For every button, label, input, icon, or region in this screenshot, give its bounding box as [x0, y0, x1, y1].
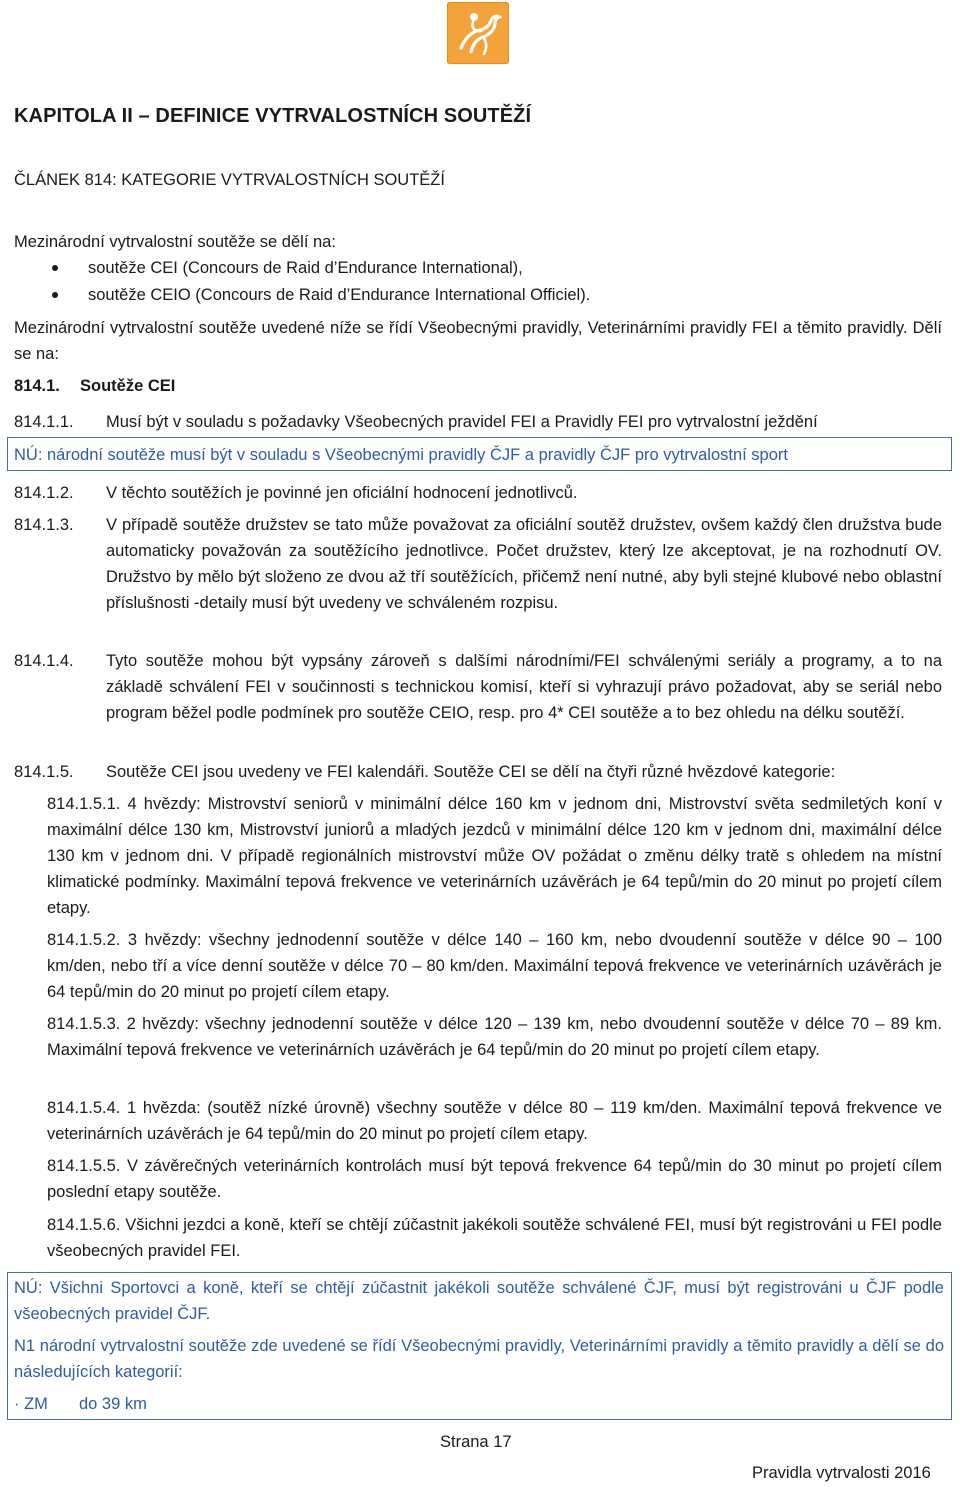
item-number: 814.1.5.: [14, 763, 74, 781]
bullet-item: soutěže CEIO (Concours de Raid d’Endurance International Officiel).: [88, 286, 591, 304]
intro-text: Mezinárodní vytrvalostní soutěže se dělí na:: [14, 233, 336, 251]
national-rules-box: [7, 1272, 952, 1420]
item-number: 814.1.4.: [14, 652, 74, 670]
section-number: 814.1.: [14, 377, 60, 395]
subitem: 814.1.5.4. 1 hvězda: (soutěž nízké úrovně) všechny soutěže v délce 80 – 119 km/den. Maximální tepová frekvence ve veterinárních uzávěrách je 64 tepů/min do 20 minut po projetí cílem etapy.: [47, 1099, 942, 1143]
document-title: Pravidla vytrvalosti 2016: [752, 1464, 931, 1482]
item-number: 814.1.1.: [14, 413, 74, 431]
item-text: V těchto soutěžích je povinné jen oficiální hodnocení jednotlivců.: [106, 484, 578, 502]
item-number: 814.1.2.: [14, 484, 74, 502]
paragraph: Mezinárodní vytrvalostní soutěže uvedené níže se řídí Všeobecnými pravidly, Veterinárními pravidly FEI a těmito pravidly. Dělí se na:: [14, 319, 942, 363]
page-number: Strana 17: [440, 1433, 512, 1451]
item-text: V případě soutěže družstev se tato může považovat za oficiální soutěž družstev, ovšem každý člen družstva bude automaticky považován za soutěžícího jednotlivce. Počet družstev, který lze akceptovat, je na rozhodnutí OV. Družstvo by mělo být složeno ze dvou až tří soutěžících, přičemž není nutné, aby byli stejné klubové nebo oblastní příslušnosti -detaily musí být uvedeny ve schváleném rozpisu.: [106, 516, 942, 612]
subitem: 814.1.5.1. 4 hvězdy: Mistrovství seniorů v minimální délce 160 km v jednom dni, Mistrovství světa sedmiletých koní v maximální délce 130 km, Mistrovství juniorů a mladých jezdců v minimální délce 120 km v jednom dni, maximální délce 130 km v jednom dni. V případě regionálních mistrovství může OV požádat o změnu délky tratě s ohledem na místní klimatické podmínky. Maximální tepová frekvence ve veterinárních uzávěrách je 64 tepů/min do 20 minut po projetí cílem etapy.: [47, 795, 942, 917]
national-categories: N1 národní vytrvalostní soutěže zde uvedené se řídí Všeobecnými pravidly, Veterinárními pravidly a těmito pravidly a dělí se do následujících kategorií:: [14, 1337, 944, 1381]
fei-logo: [447, 2, 509, 64]
subitem: 814.1.5.6. Všichni jezdci a koně, kteří se chtějí zúčastnit jakékoli soutěže schválené FEI, musí být registrováni u FEI podle všeobecných pravidel FEI.: [47, 1216, 942, 1260]
national-note-box: [7, 437, 952, 471]
national-note: NÚ: národní soutěže musí být v souladu s Všeobecnými pravidly ČJF a pravidly ČJF pro vytrvalostní sport: [14, 446, 788, 464]
item-text: Musí být v souladu s požadavky Všeobecných pravidel FEI a Pravidly FEI pro vytrvalostní ježdění: [106, 413, 818, 431]
rider-horse-icon: [447, 2, 509, 64]
item-text: Tyto soutěže mohou být vypsány zároveň s dalšími národními/FEI schválenými seriály a programy, a to na základě schválení FEI v součinnosti s technickou komisí, kteří si vyhrazují právo požadovat, aby se seriál nebo program běžel podle podmínek pro soutěže CEIO, resp. pro 4* CEI soutěže a to bez ohledu na délku soutěží.: [106, 652, 942, 722]
item-number: 814.1.3.: [14, 516, 74, 534]
category-label: · ZM: [14, 1395, 48, 1413]
section-title: Soutěže CEI: [80, 377, 176, 395]
category-value: do 39 km: [79, 1395, 147, 1413]
article-heading: ČLÁNEK 814: KATEGORIE VYTRVALOSTNÍCH SOUTĚŽÍ: [14, 171, 445, 189]
chapter-heading: KAPITOLA II – DEFINICE VYTRVALOSTNÍCH SOUTĚŽÍ: [14, 105, 532, 127]
bullet-item: soutěže CEI (Concours de Raid d’Endurance International),: [88, 259, 523, 277]
bullet-dot: [52, 292, 58, 298]
item-text: Soutěže CEI jsou uvedeny ve FEI kalendáři. Soutěže CEI se dělí na čtyři různé hvězdové kategorie:: [106, 763, 836, 781]
subitem: 814.1.5.2. 3 hvězdy: všechny jednodenní soutěže v délce 140 – 160 km, nebo dvoudenní soutěže v délce 90 – 100 km/den, nebo tří a více denní soutěže v délce 70 – 80 km/den. Maximální tepová frekvence ve veterinárních uzávěrách je 64 tepů/min do 20 minut po projetí cílem etapy.: [47, 931, 942, 1001]
bullet-dot: [52, 265, 58, 271]
subitem: 814.1.5.5. V závěrečných veterinárních kontrolách musí být tepová frekvence 64 tepů/min do 30 minut po projetí cílem poslední etapy soutěže.: [47, 1157, 942, 1201]
subitem: 814.1.5.3. 2 hvězdy: všechny jednodenní soutěže v délce 120 – 139 km, nebo dvoudenní soutěže v délce 70 – 89 km. Maximální tepová frekvence ve veterinárních uzávěrách je 64 tepů/min do 20 minut po projetí cílem etapy.: [47, 1015, 942, 1059]
national-note: NÚ: Všichni Sportovci a koně, kteří se chtějí zúčastnit jakékoli soutěže schválené ČJF, musí být registrováni u ČJF podle všeobecných pravidel ČJF.: [14, 1279, 944, 1323]
